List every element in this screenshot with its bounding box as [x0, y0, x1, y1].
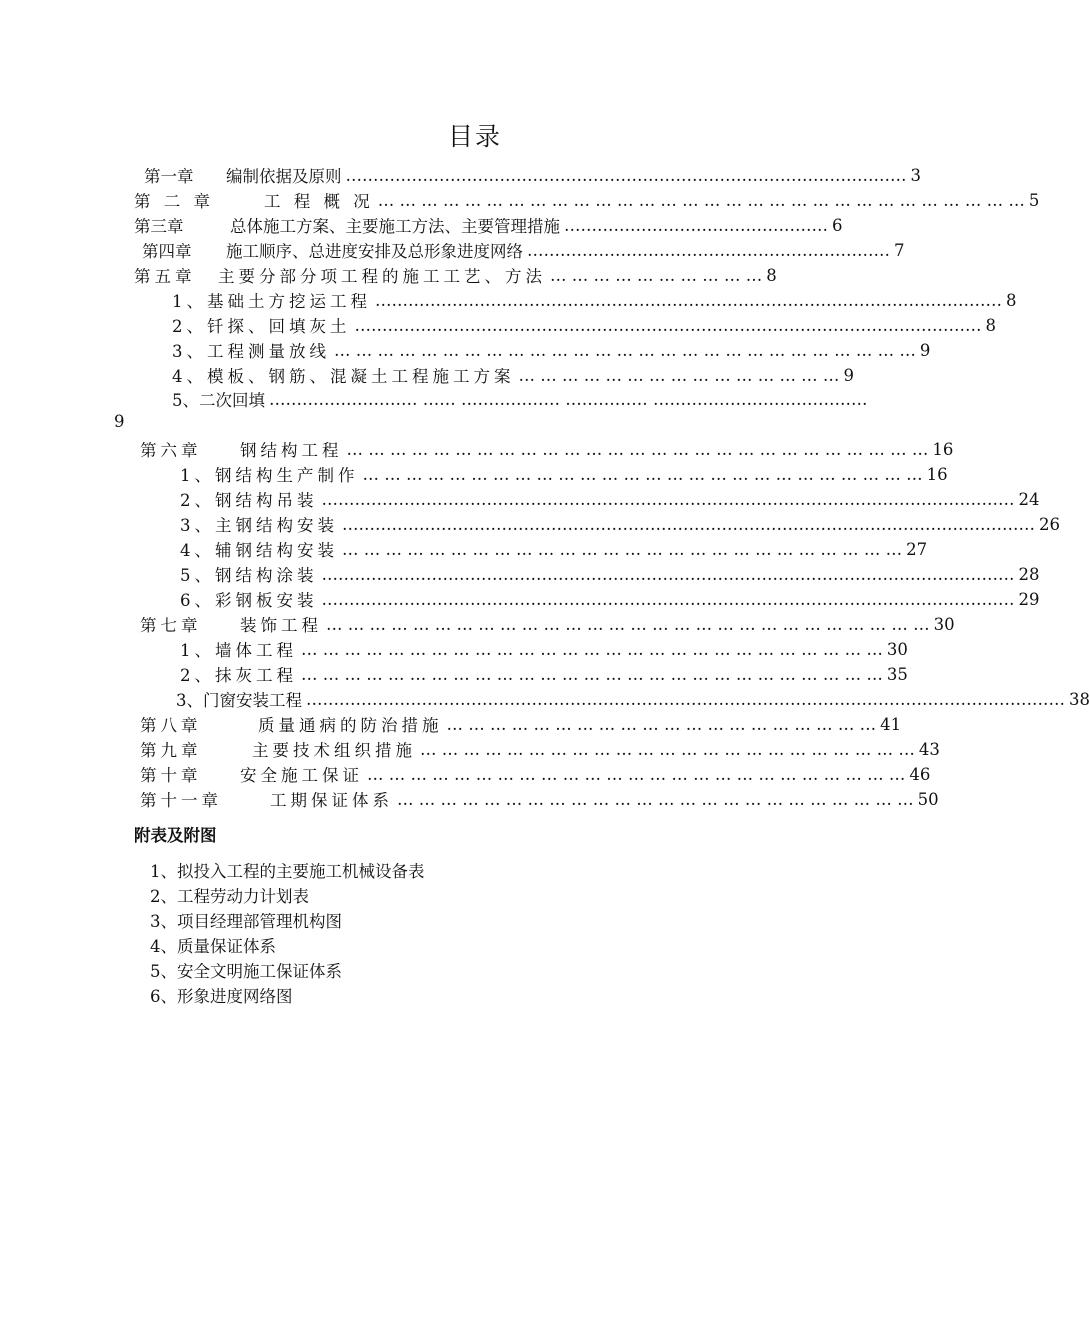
- toc-entry-chapter-6[interactable]: [140, 437, 954, 461]
- toc-entry-chapter-9[interactable]: [140, 737, 940, 761]
- page-number: 35: [886, 664, 908, 684]
- dot-leader: …………………………………………………………………………………………………………………………: [306, 689, 1065, 709]
- section-title: 4、辅钢结构安装: [180, 541, 338, 560]
- section-title: 1、钢结构生产制作: [180, 466, 359, 485]
- chapter-number: 第十一章: [140, 791, 222, 810]
- appendix-item[interactable]: 5、安全文明施工保证体系: [150, 962, 342, 981]
- dot-leader: … … … … … … … … … … … … … … … … … … … … … … …: [420, 739, 915, 759]
- toc-entry-section-5-4[interactable]: [172, 363, 854, 387]
- chapter-number: 第七章: [140, 616, 202, 635]
- dot-leader: … … … … … … … … … … … … … … … … … … … … … … … …: [397, 789, 914, 809]
- chapter-number: 第六章: [140, 441, 202, 460]
- toc-entry-chapter-1[interactable]: [144, 163, 921, 187]
- chapter-number: 第一章: [144, 167, 194, 186]
- section-title: 1、基础土方挖运工程: [172, 292, 371, 311]
- page-number: 28: [1018, 564, 1040, 584]
- chapter-number: 第五章: [134, 267, 196, 286]
- toc-entry-chapter-2[interactable]: [134, 188, 1040, 212]
- toc-entry-section-6-5[interactable]: [180, 562, 1040, 586]
- page-title: 目录: [447, 122, 502, 151]
- page-number: 8: [766, 265, 777, 285]
- page-number: 9: [843, 365, 854, 385]
- toc-entry-section-6-3[interactable]: [180, 512, 1060, 536]
- page-number: 30: [886, 639, 908, 659]
- chapter-title: 总体施工方案、主要施工方法、主要管理措施: [230, 217, 560, 236]
- appendix-item[interactable]: 6、形象进度网络图: [150, 987, 293, 1006]
- dot-leader: … … … … … … … … … … … … … … … … … … … … … … … … … …: [362, 464, 923, 484]
- dot-leader: ………………………………………………………………………………………………………………: [342, 514, 1035, 534]
- chapter-title: 钢结构工程: [240, 441, 343, 460]
- dot-leader: ………………………………………………………………………………………………………………: [321, 589, 1015, 609]
- toc-entry-section-6-2[interactable]: [180, 487, 1040, 511]
- dot-leader: … … … … … … … … … … … … … … … … … … … … … … … … … … …: [334, 340, 916, 360]
- dot-leader: … … … … … … … … … … … … … … … … … … … … … … … … … …: [342, 539, 903, 559]
- page-number: 24: [1018, 489, 1040, 509]
- toc-entry-section-5-2[interactable]: [172, 313, 996, 337]
- chapter-number: 第八章: [140, 716, 202, 735]
- dot-leader: … … … … … … … … … … … … … … … … … … … … … … … … … … …: [346, 439, 929, 459]
- appendix-item[interactable]: 4、质量保证体系: [150, 937, 276, 956]
- chapter-title: 主要分部分项工程的施工工艺、方法: [218, 267, 546, 286]
- dot-leader: … … … … … … … … … … … … … … … … … … … …: [446, 714, 877, 734]
- dot-leader: ……………………………………………………………………………………………………: [354, 315, 982, 335]
- page-number: 38: [1069, 689, 1090, 709]
- chapter-title: 装饰工程: [240, 616, 322, 635]
- toc-entry-section-6-1[interactable]: [180, 462, 948, 486]
- section-title: 2、抹灰工程: [180, 666, 297, 685]
- page-number: 5: [1028, 190, 1040, 210]
- toc-entry-section-7-1[interactable]: [180, 637, 908, 661]
- toc-entry-chapter-10[interactable]: [140, 762, 931, 786]
- dot-leader: ………………………………………………………………………………………………………………: [321, 564, 1015, 584]
- toc-entry-section-5-5[interactable]: [172, 387, 868, 411]
- toc-entry-section-6-4[interactable]: [180, 537, 928, 561]
- toc-entry-chapter-4[interactable]: [142, 238, 905, 262]
- page-number: 50: [917, 789, 939, 809]
- toc-entry-section-7-2[interactable]: [180, 662, 908, 686]
- appendix-item[interactable]: 2、工程劳动力计划表: [150, 887, 309, 906]
- toc-entry-section-7-3[interactable]: [176, 687, 1090, 711]
- page-number: 46: [909, 764, 931, 784]
- page-number: 8: [985, 315, 996, 335]
- appendix-item[interactable]: 3、项目经理部管理机构图: [150, 912, 342, 931]
- dot-leader: … … … … … … … … … … … … … … … … … … … … … … … … … … … …: [326, 614, 930, 634]
- page-number: 8: [1006, 290, 1017, 310]
- chapter-number: 第四章: [142, 242, 192, 261]
- page-number: 30: [933, 614, 955, 634]
- toc-entry-chapter-11[interactable]: [140, 787, 939, 811]
- toc-entry-chapter-8[interactable]: [140, 712, 902, 736]
- section-title: 1、墙体工程: [180, 641, 297, 660]
- page-number: 16: [932, 439, 954, 459]
- dot-leader: … … … … … … … … … … … … … … …: [518, 365, 840, 385]
- toc-entry-chapter-7[interactable]: [140, 612, 955, 636]
- toc-entry-chapter-5[interactable]: [134, 263, 777, 287]
- dot-leader: ……………………… …… ……………… …………… …………………………………: [269, 389, 868, 409]
- chapter-title: 施工顺序、总进度安排及总形象进度网络: [226, 242, 523, 261]
- section-title: 3、门窗安装工程: [176, 691, 302, 710]
- chapter-title: 主要技术组织措施: [252, 741, 416, 760]
- dot-leader: …………………………………………………………: [527, 240, 890, 260]
- toc-entry-chapter-3[interactable]: [134, 213, 843, 237]
- dot-leader: ……………………………………………………………………………………………………: [375, 290, 1002, 310]
- section-title: 5、钢结构涂装: [180, 566, 318, 585]
- section-title: 3、主钢结构安装: [180, 516, 338, 535]
- chapter-title: 质量通病的防治措施: [258, 716, 443, 735]
- appendix-heading: 附表及附图: [134, 826, 217, 845]
- page-number: 16: [926, 464, 948, 484]
- chapter-number: 第三章: [134, 217, 184, 236]
- page-number: 29: [1018, 589, 1040, 609]
- chapter-number: 第九章: [140, 741, 202, 760]
- dot-leader: … … … … … … … … … …: [550, 265, 763, 285]
- section-title: 2、钢结构吊装: [180, 491, 318, 510]
- dot-leader: …………………………………………: [564, 215, 828, 235]
- toc-entry-section-5-3[interactable]: [172, 338, 931, 362]
- chapter-title: 安全施工保证: [240, 766, 363, 785]
- page-number: 27: [906, 539, 928, 559]
- section-title: 5、二次回填: [172, 391, 265, 410]
- dot-leader: … … … … … … … … … … … … … … … … … … … … … … … … … … …: [301, 639, 883, 659]
- dot-leader: … … … … … … … … … … … … … … … … … … … … … … … … …: [367, 764, 906, 784]
- page-number: 43: [918, 739, 940, 759]
- chapter-title: 工期保证体系: [270, 791, 393, 810]
- page-number: 6: [832, 215, 843, 235]
- section-title: 2、钎探、回填灰土: [172, 317, 351, 336]
- chapter-title: 编制依据及原则: [226, 167, 342, 186]
- section-title: 4、模板、钢筋、混凝土工程施工方案: [172, 367, 515, 386]
- page-number-wrapped: 9: [114, 412, 125, 431]
- toc-entry-section-6-6[interactable]: [180, 587, 1040, 611]
- page-number: 41: [880, 714, 902, 734]
- chapter-number: 第 二 章: [134, 192, 214, 211]
- dot-leader: …………………………………………………………………………………………: [345, 165, 907, 185]
- dot-leader: ………………………………………………………………………………………………………………: [321, 489, 1015, 509]
- toc-entry-section-5-1[interactable]: [172, 288, 1017, 312]
- chapter-title: 工 程 概 况: [264, 192, 374, 211]
- dot-leader: … … … … … … … … … … … … … … … … … … … … … … … … … … … … … …: [377, 190, 1025, 210]
- section-title: 6、彩钢板安装: [180, 591, 318, 610]
- page-number: 9: [919, 340, 931, 360]
- page-number: 26: [1039, 514, 1060, 534]
- chapter-number: 第十章: [140, 766, 202, 785]
- appendix-item[interactable]: 1、拟投入工程的主要施工机械设备表: [150, 862, 425, 881]
- dot-leader: … … … … … … … … … … … … … … … … … … … … … … … … … … …: [301, 664, 883, 684]
- section-title: 3、工程测量放线: [172, 342, 330, 361]
- page-number: 3: [910, 165, 921, 185]
- page-number: 7: [894, 240, 905, 260]
